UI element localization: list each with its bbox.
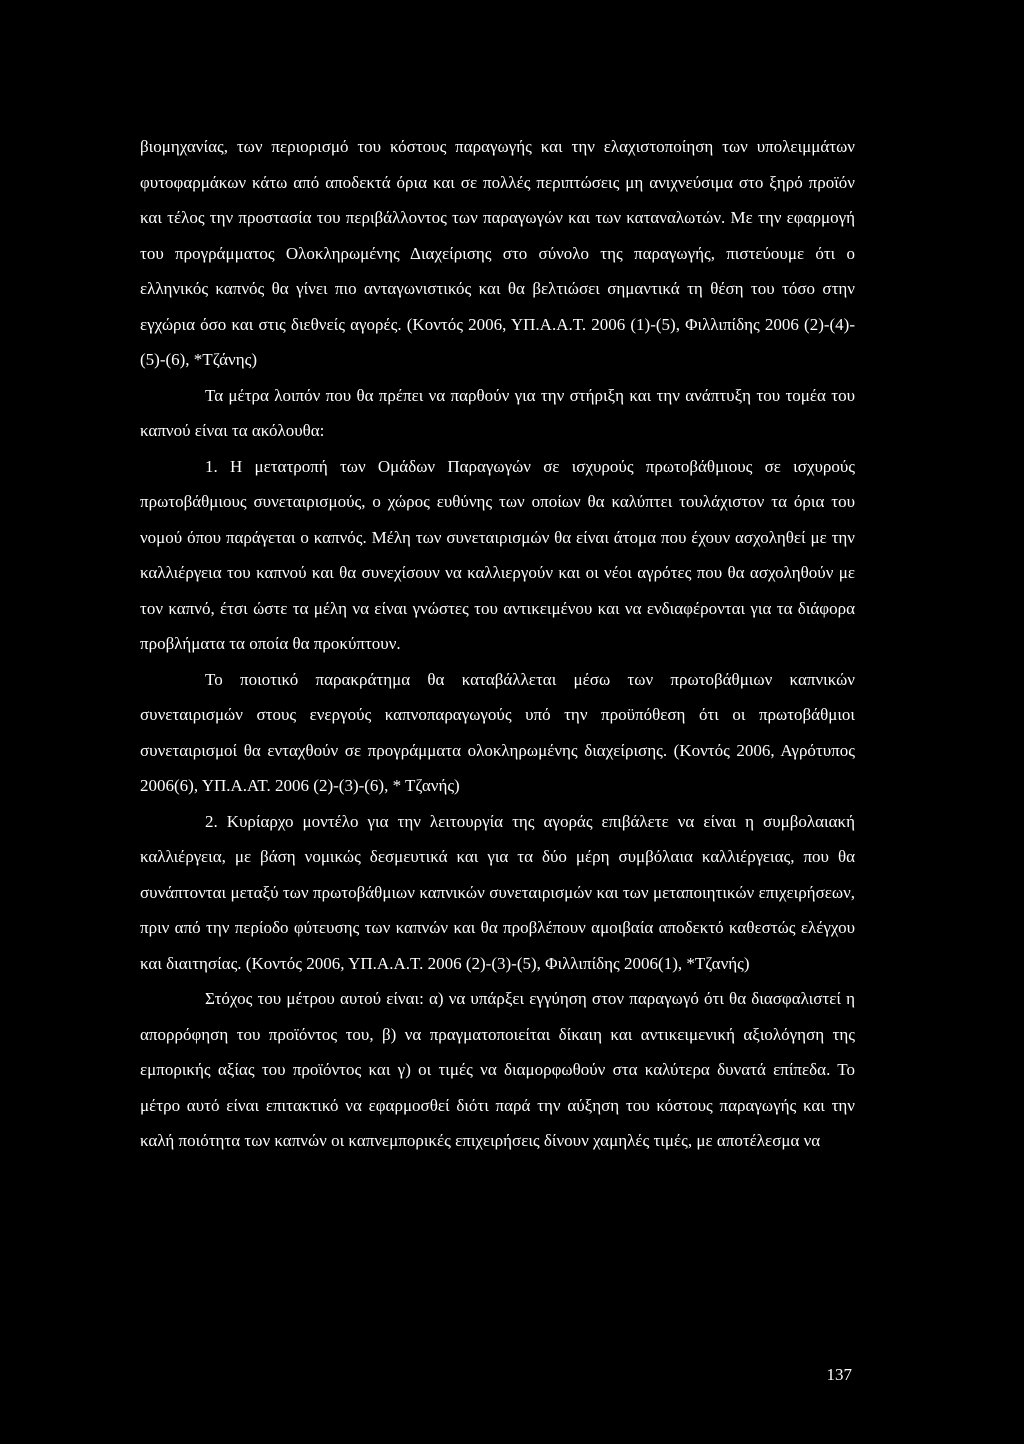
paragraph: Το ποιοτικό παρακράτημα θα καταβάλλεται μέσω των πρωτοβάθμιων καπνικών συνεταιρισμών στους ενεργούς καπνοπαραγωγούς υπό την προϋπόθεση ότι οι πρωτοβάθμιοι συνεταιρισμοί θα ενταχθούν σε προγράμματα ολοκληρωμένης διαχείρισης. (Κοντός 2006, Αγρότυπος 2006(6), ΥΠ.Α.ΑΤ. 2006 (2)-(3)-(6), * Τζανής) (140, 669, 855, 795)
page-number: 137 (826, 1365, 852, 1384)
list-item: 2. Κυρίαρχο μοντέλο για την λειτουργία της αγοράς επιβάλετε να είναι η συμβολαιακή καλλιέργεια, με βάση νομικώς δεσμευτικά και για τα δύο μέρη συμβόλαια καλλιέργειας, που θα συνάπτονται μεταξύ των πρωτοβάθμιων καπνικών συνεταιρισμών και των μεταποιητικών επιχειρήσεων, πριν από την περίοδο φύτευσης των καπνών και θα προβλέπουν αμοιβαία αποδεκτό καθεστώς ελέγχου και διαιτησίας. (Κοντός 2006, ΥΠ.Α.Α.Τ. 2006 (2)-(3)-(5), Φιλλιπίδης 2006(1), *Τζανής) (140, 811, 855, 973)
body-text (140, 129, 855, 1159)
paragraph: βιομηχανίας, των περιορισμό του κόστους παραγωγής και την ελαχιστοποίηση των υπολειμμάτων φυτοφαρμάκων κάτω από αποδεκτά όρια και σε πολλές περιπτώσεις μη ανιχνεύσιμα στο ξηρό προϊόν και τέλος την προστασία του περιβάλλοντος των παραγωγών και των καταναλωτών. Με την εφαρμογή του προγράμματος Ολοκληρωμένης Διαχείρισης στο σύνολο της παραγωγής, πιστεύουμε ότι ο ελληνικός καπνός θα γίνει πιο ανταγωνιστικός και θα βελτιώσει σημαντικά τη θέση του τόσο στην εγχώρια όσο και στις διεθνείς αγορές. (Κοντός 2006, ΥΠ.Α.Α.Τ. 2006 (1)-(5), Φιλλιπίδης 2006 (2)-(4)-(5)-(6), *Τζάνης) (140, 137, 855, 369)
list-item: 1. Η μετατροπή των Ομάδων Παραγωγών σε ισχυρούς πρωτοβάθμιους σε ισχυρούς πρωτοβάθμιους συνεταιρισμούς, ο χώρος ευθύνης των οποίων θα καλύπτει τουλάχιστον τα όρια του νομού όπου παράγεται ο καπνός. Μέλη των συνεταιρισμών θα είναι άτομα που έχουν ασχοληθεί με την καλλιέργεια του καπνού και θα συνεχίσουν να καλλιεργούν και οι νέοι αγρότες που θα ασχοληθούν με τον καπνό, έτσι ώστε τα μέλη να είναι γνώστες του αντικειμένου και να ενδιαφέρονται για τα διάφορα προβλήματα τα οποία θα προκύπτουν. (140, 456, 855, 653)
paragraph: Τα μέτρα λοιπόν που θα πρέπει να παρθούν για την στήριξη και την ανάπτυξη του τομέα του καπνού είναι τα ακόλουθα: (140, 385, 855, 440)
paragraph: Στόχος του μέτρου αυτού είναι: α) να υπάρξει εγγύηση στον παραγωγό ότι θα διασφαλιστεί η απορρόφηση του προϊόντος του, β) να πραγματοποιείται δίκαιη και αντικειμενική αξιολόγηση της εμπορικής αξίας του προϊόντος και γ) οι τιμές να διαμορφωθούν στα καλύτερα δυνατά επίπεδα. Το μέτρο αυτό είναι επιτακτικό να εφαρμοσθεί διότι παρά την αύξηση του κόστους παραγωγής και την καλή ποιότητα των καπνών οι καπνεμπορικές επιχειρήσεις δίνουν χαμηλές τιμές, με αποτέλεσμα να (140, 989, 855, 1150)
